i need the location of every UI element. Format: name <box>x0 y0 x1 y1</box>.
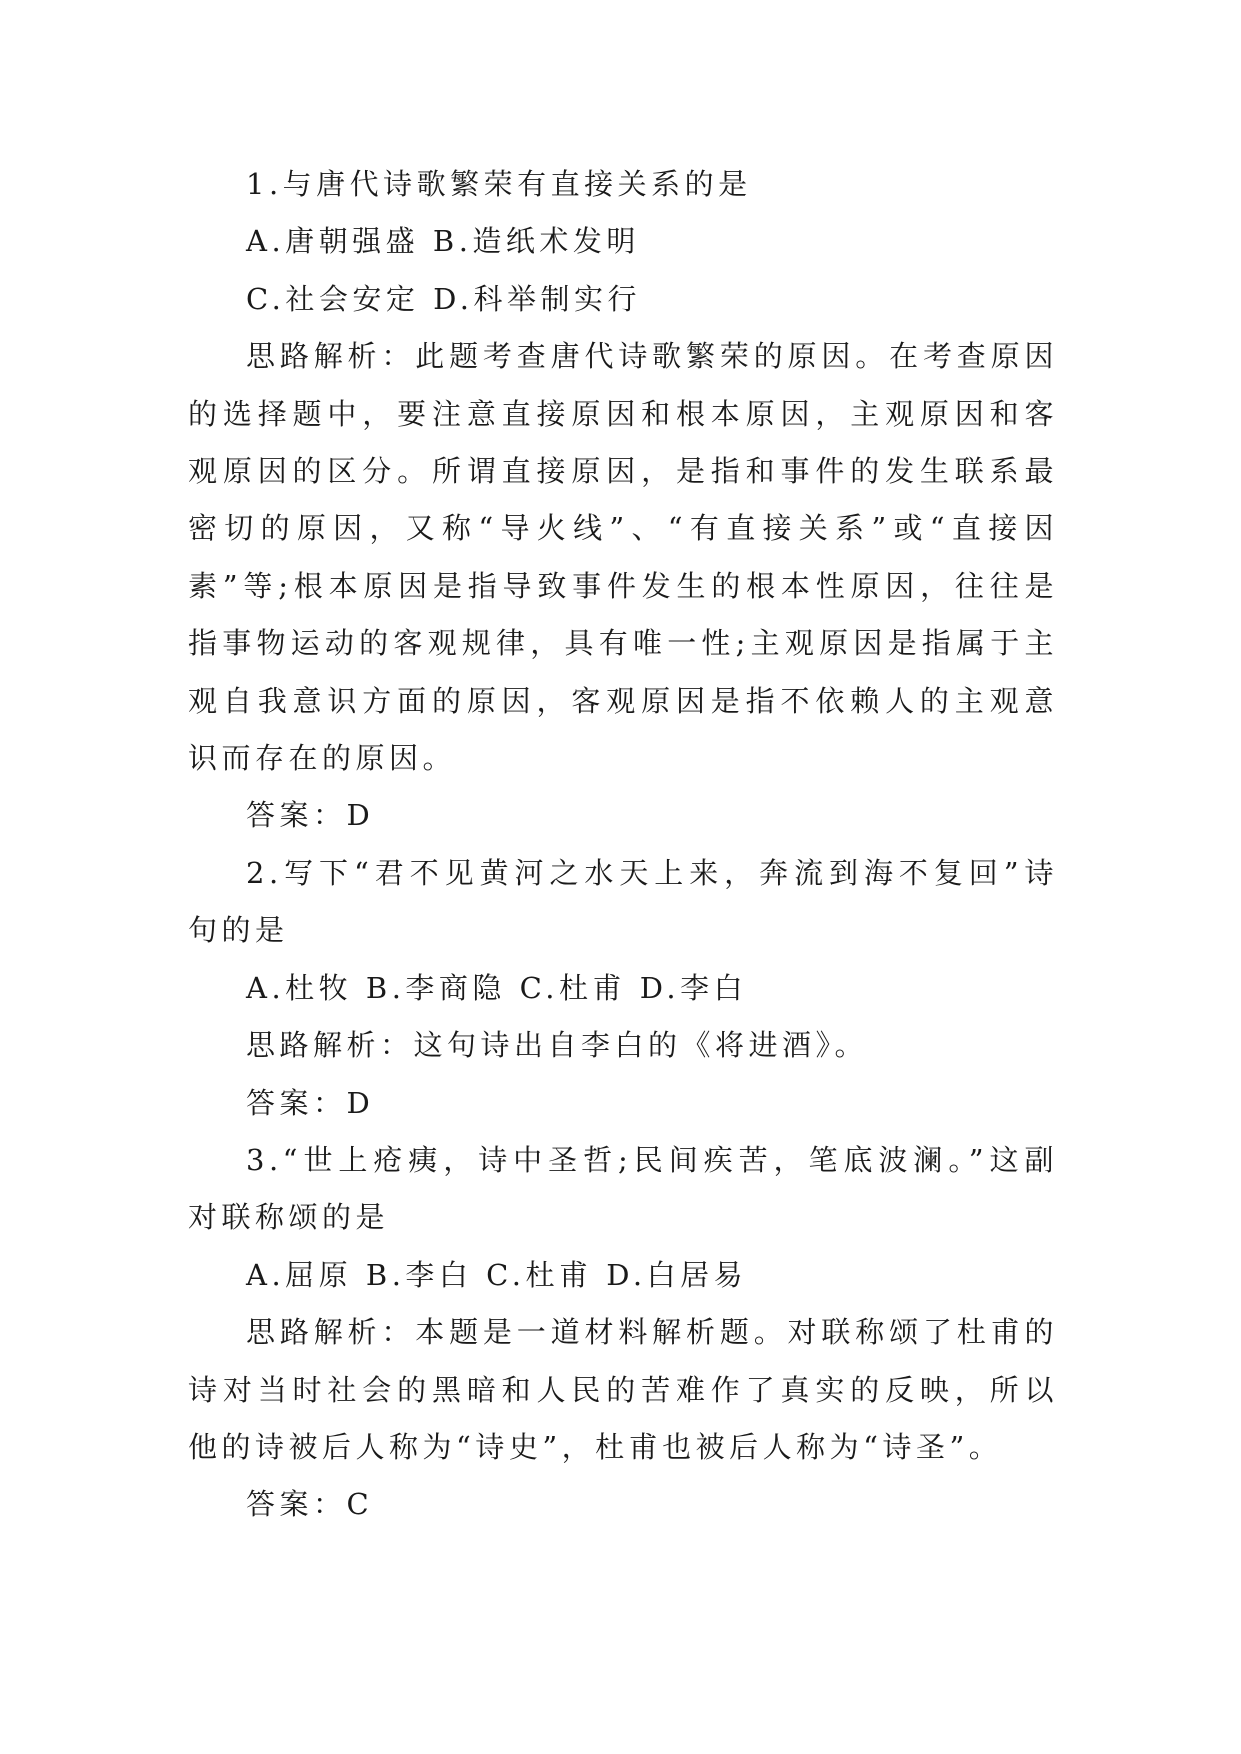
question-options: A.屈原 B.李白 C.杜甫 D.白居易 <box>246 1257 748 1292</box>
question-stem: 2.写下“君不见黄河之水天上来，奔流到海不复回”诗句的是 <box>188 855 1058 948</box>
question-3 <box>188 1132 1058 1534</box>
question-answer: 答案：C <box>246 1487 374 1522</box>
question-stem: 1.与唐代诗歌繁荣有直接关系的是 <box>246 167 752 201</box>
document-body <box>188 156 1058 1534</box>
question-analysis: 思路解析：本题是一道材料解析题。对联称颂了杜甫的诗对当时社会的黑暗和人民的苦难作了真实的反映，所以他的诗被后人称为“诗史”，杜甫也被后人称为“诗圣”。 <box>188 1315 1058 1464</box>
question-options: A.杜牧 B.李商隐 C.杜甫 D.李白 <box>246 970 748 1005</box>
question-answer: 答案：D <box>246 798 375 833</box>
question-1 <box>188 156 1058 845</box>
question-analysis: 思路解析：此题考查唐代诗歌繁荣的原因。在考查原因的选择题中，要注意直接原因和根本原因，主观原因和客观原因的区分。所谓直接原因，是指和事件的发生联系最密切的原因，又称“导火线”、“有直接关系”或“直接因素”等;根本原因是指导致事件发生的根本性原因，往往是指事物运动的客观规律，具有唯一性;主观原因是指属于主观自我意识方面的原因，客观原因是指不依赖人的主观意识而存在的原因。 <box>188 339 1058 776</box>
question-answer: 答案：D <box>246 1085 375 1120</box>
question-options: A.唐朝强盛 B.造纸术发明 <box>246 224 640 259</box>
question-2 <box>188 845 1058 1132</box>
question-stem: 3.“世上疮痍，诗中圣哲;民间疾苦，笔底波澜。”这副对联称颂的是 <box>188 1142 1058 1235</box>
question-options: C.社会安定 D.科举制实行 <box>246 281 642 316</box>
question-analysis: 思路解析：这句诗出自李白的《将进酒》。 <box>246 1028 869 1063</box>
